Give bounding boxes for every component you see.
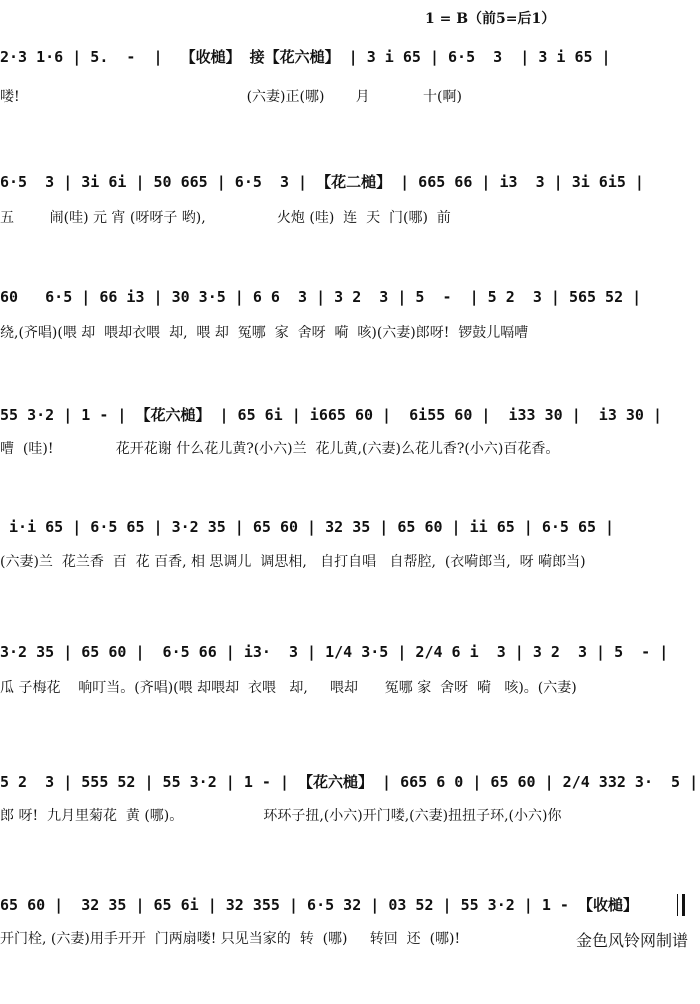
lyrics-row: 五 闹(哇) 元 宵 (呀呀子 哟), 火炮 (哇) 连 天 门(哪) 前 — [0, 210, 451, 226]
score-line-7 — [0, 771, 700, 881]
notation-row: 55 3·2 | 1 - | 【花六槌】 | 65 6i | i665 60 | 6i55 60 | i33 30 | i3 30 | — [0, 406, 663, 424]
key-signature: 1 = B（前5=后1） — [425, 11, 556, 27]
lyrics-row: 嘈 (哇)! 花开花谢 什么花儿黄?(小六)兰 花儿黄,(六妻)么花儿香?(小六)百花香。 — [0, 441, 560, 457]
notation-row: 6·5 3 | 3i 6i | 50 665 | 6·5 3 | 【花二槌】 | 665 66 | i3 3 | 3i 6i5 | — [0, 173, 644, 191]
score-line-3 — [0, 288, 700, 398]
score-line-4 — [0, 404, 700, 514]
notation-row: 3·2 35 | 65 60 | 6·5 66 | i3· 3 | 1/4 3·5 | 2/4 6 i 3 | 3 2 3 | 5 - | — [0, 643, 669, 661]
notation-row: 2·3 1·6 | 5. - | 【收槌】 接【花六槌】 | 3 i 65 | 6·5 3 | 3 i 65 | — [0, 48, 611, 66]
credit-text: 金色风铃网制谱 — [575, 931, 688, 950]
lyrics-row: 郎 呀! 九月里菊花 黄 (哪)。 环环子扭,(小六)开门喽,(六妻)扭扭子环,(小六)你 — [0, 808, 562, 824]
final-barline — [682, 894, 685, 916]
lyrics-row: 瓜 子梅花 响叮当。(齐唱)(喂 却喂却 衣喂 却, 喂却 冤哪 家 舍呀 嗬 咳)。(六妻) — [0, 680, 577, 696]
score-line-5 — [0, 518, 700, 628]
score-line-6 — [0, 643, 700, 753]
lyrics-row: 绕,(齐唱)(喂 却 喂却衣喂 却, 喂 却 冤哪 家 舍呀 嗬 咳)(六妻)郎呀! 锣鼓儿嗝嘈 — [0, 325, 529, 341]
notation-row: 60 6·5 | 66 i3 | 30 3·5 | 6 6 3 | 3 2 3 | 5 - | 5 2 3 | 565 52 | — [0, 288, 642, 306]
notation-row: i·i 65 | 6·5 65 | 3·2 35 | 65 60 | 32 35 | 65 60 | ii 65 | 6·5 65 | — [0, 518, 615, 536]
score-line-2 — [0, 171, 700, 281]
lyrics-row: (六妻)兰 花兰香 百 花 百香, 相 思调儿 调思相, 自打自唱 自帮腔, (衣嗬郎当, 呀 嗬郎当) — [0, 554, 586, 570]
lyrics-row: 开门栓, (六妻)用手开开 门两扇喽! 只见当家的 转 (哪) 转回 还 (哪)! — [0, 931, 461, 947]
notation-row: 65 60 | 32 35 | 65 6i | 32 355 | 6·5 32 | 03 52 | 55 3·2 | 1 - 【收槌】 — [0, 896, 638, 914]
notation-row: 5 2 3 | 555 52 | 55 3·2 | 1 - | 【花六槌】 | 665 6 0 | 65 60 | 2/4 332 3· 5 | — [0, 773, 699, 791]
lyrics-row: 喽! (六妻)正(哪) 月 十(啊) — [0, 89, 462, 105]
score-line-1 — [0, 46, 700, 156]
final-barline-thin — [677, 894, 678, 916]
